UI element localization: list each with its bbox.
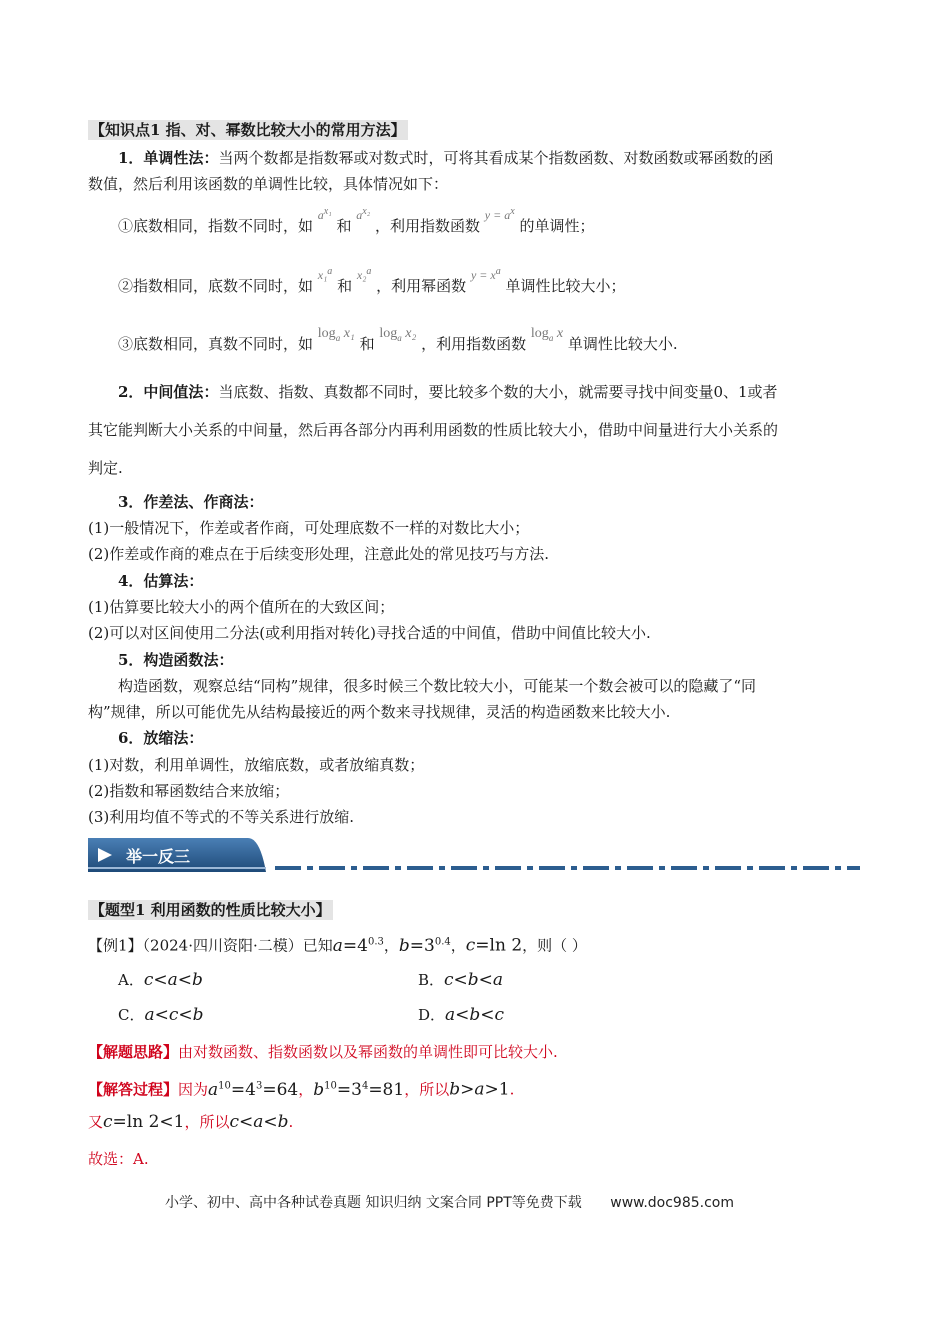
section-heading: 【知识点1 指、对、幂数比较大小的常用方法】 (90, 121, 406, 139)
expr-c: c=ln 2 (465, 935, 523, 956)
example-1: 【例1】（2024·四川资阳·二模）已知$a=4^{0.3}$，$b=3^{0.4}$，c=ln 2，则（ ） (88, 935, 587, 956)
formula-log-x1: $\log_a x_1$ (317, 326, 355, 343)
method-1-line-b: 数值，然后利用该函数的单调性比较，具体情况如下： (88, 175, 449, 193)
formula-y-ax: y = ax (484, 206, 515, 222)
solution-idea: 【解题思路】由对数函数、指数函数以及幂函数的单调性即可比较大小. (88, 1043, 558, 1061)
expr-b10: $b^{10}=3^4=81$ (313, 1079, 405, 1100)
method-5-p1: 构造函数，观察总结“同构”规律，很多时候三个数比较大小，可能某一个数会被可以的隐藏了“同 (118, 677, 757, 695)
solution-process: 【解答过程】因为$a^{10}=4^3=64$，$b^{10}=3^4=81$，所以b>a>1. (88, 1079, 515, 1100)
method-5-title: 5．构造函数法： (118, 651, 234, 669)
banner-ju-yi-fan-san (88, 838, 268, 872)
expr-b-gt-a-gt-1: b>a>1 (449, 1079, 510, 1100)
formula-y-xa: y = xa (470, 266, 501, 282)
method-6-p2: (2)指数和幂函数结合来放缩； (88, 782, 290, 800)
formula-a-x1: ax₁ (317, 206, 332, 222)
expr-b: $b=3^{0.4}$ (398, 935, 451, 956)
method-2-line-c: 判定. (88, 459, 123, 477)
method-3-title: 3．作差法、作商法： (118, 493, 264, 511)
formula-log-x: $\log_a x$ (530, 326, 564, 343)
method-3-p2: (2)作差或作商的难点在于后续变形处理，注意此处的常见技巧与方法. (88, 545, 550, 563)
answer: 故选：A. (88, 1150, 149, 1168)
footer: 小学、初中、高中各种试卷真题 知识归纳 文案合同 PPT等免费下载 www.doc985.com (165, 1195, 734, 1211)
option-a[interactable]: A．c<a<b (118, 970, 203, 990)
expr-c-lt-a-lt-b: c<a<b (229, 1112, 289, 1132)
case-3: ③底数相同，真数不同时，如 $\log_a x_1$ 和 $\log_a x_2$ ，利用指数函数 $\log_a x$ 单调性比较大小. (118, 326, 678, 353)
method-6-title: 6．放缩法： (118, 729, 204, 747)
solution-line-2: 又c=ln 2<1，所以c<a<b. (88, 1112, 294, 1132)
formula-log-x2: $\log_a x_2$ (379, 326, 417, 343)
method-5-p2: 构”规律，所以可能优先从结构最接近的两个数来寻找规律，灵活的构造函数来比较大小. (88, 703, 671, 721)
formula-x1-a: x₁a (317, 266, 333, 282)
formula-x2-a: x₂a (356, 266, 372, 282)
method-6-p1: (1)对数，利用单调性，放缩底数，或者放缩真数； (88, 756, 425, 774)
type-heading: 【题型1 利用函数的性质比较大小】 (90, 901, 331, 919)
option-d[interactable]: D．a<b<c (418, 1005, 505, 1025)
case-1: ①底数相同，指数不同时，如 $^{a^{x_1}}$ 和 $^{a^{x_2}}$ ，利用指数函数 $^{y = a^x}$ 的单调性； (118, 206, 595, 235)
method-6-p3: (3)利用均值不等式的不等关系进行放缩. (88, 808, 355, 826)
expr-c-lt-1: c=ln 2<1 (103, 1112, 185, 1132)
option-b[interactable]: B．c<b<a (418, 970, 504, 990)
option-c[interactable]: C．a<c<b (118, 1005, 204, 1025)
expr-a: $a=4^{0.3}$ (332, 935, 384, 956)
method-2-line-b: 其它能判断大小关系的中间量，然后再各部分内再利用函数的性质比较大小，借助中间量进行大小关系的 (88, 421, 779, 439)
dash-divider (275, 866, 860, 870)
footer-site-link[interactable]: www.doc985.com (610, 1195, 734, 1211)
method-4-p1: (1)估算要比较大小的两个值所在的大致区间； (88, 598, 395, 616)
formula-a-x2: ax₂ (356, 206, 371, 222)
method-2-line-a: 2．中间值法：当底数、指数、真数都不同时，要比较多个数的大小，就需要寻找中间变量0、1或者 (118, 383, 778, 401)
case-2: ②指数相同，底数不同时，如 $^{x_1^a}$ 和 $^{x_2^a}$ ，利用幂函数 $^{y = x^a}$ 单调性比较大小； (118, 266, 626, 295)
expr-a10: $a^{10}=4^3=64$ (208, 1079, 299, 1100)
method-1-line-a: 1．单调性法：当两个数都是指数幂或对数式时，可将其看成某个指数函数、对数函数或幂函数的函 (118, 149, 774, 167)
method-4-title: 4．估算法： (118, 572, 204, 590)
banner-label: 举一反三 (126, 847, 191, 866)
method-3-p1: (1)一般情况下，作差或者作商，可处理底数不一样的对数比大小； (88, 519, 530, 537)
method-4-p2: (2)可以对区间使用二分法(或利用指对转化)寻找合适的中间值，借助中间值比较大小. (88, 624, 651, 642)
